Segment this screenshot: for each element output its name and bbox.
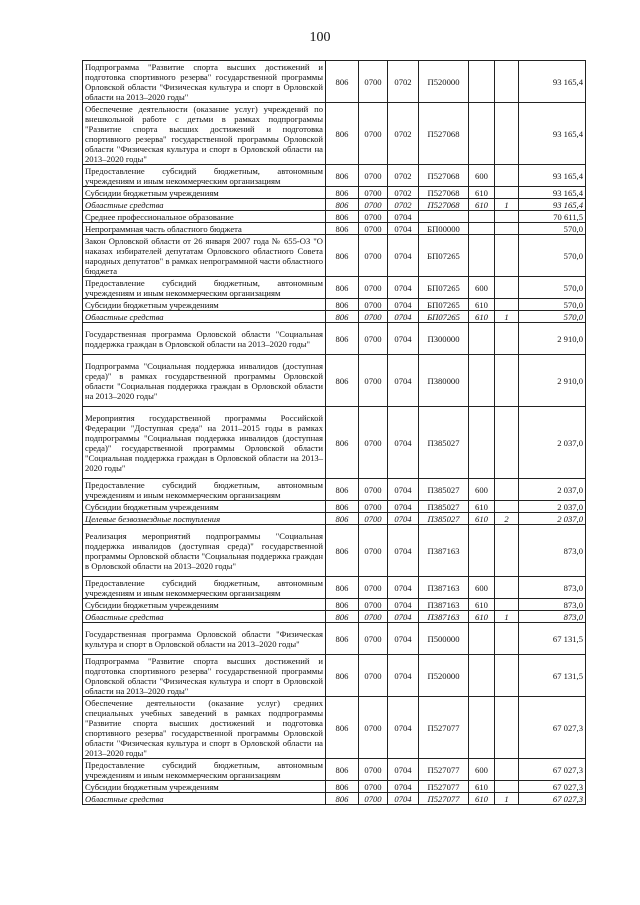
row-amount: 2 910,0: [519, 355, 586, 407]
row-name: Среднее профессиональное образование: [83, 211, 326, 223]
row-funding-source: [495, 407, 519, 479]
row-name: Обеспечение деятельности (оказание услуг) учреждений по внешкольной работе с детьми в рамках подпрограммы "Развитие спорта высших достижений и подготовка спортивного резерва" государственной программы Орловской области "Физическая культура и спорт в Орловской области на 2013–2020 годы": [83, 103, 326, 165]
row-name: Подпрограмма "Развитие спорта высших достижений и подготовка спортивного резерва" государственной программы Орловской области "Физическая культура и спорт в Орловской области на 2013–2020 годы": [83, 655, 326, 697]
row-section-code: 0700: [359, 277, 388, 299]
row-funding-source: [495, 759, 519, 781]
row-section-code: 0700: [359, 323, 388, 355]
row-funding-source: [495, 235, 519, 277]
row-amount: 67 027,3: [519, 759, 586, 781]
row-expense-type: [469, 623, 495, 655]
row-subsection-code: 0704: [388, 599, 419, 611]
row-target-article: БП00000: [419, 223, 469, 235]
table-row: [83, 513, 586, 525]
row-subsection-code: 0704: [388, 211, 419, 223]
row-ministry-code: 806: [326, 165, 359, 187]
row-target-article: П520000: [419, 655, 469, 697]
row-name: Реализация мероприятий подпрограммы "Социальная поддержка инвалидов (доступная среда)" государственной программы Орловской области "Социальная поддержка граждан в Орловской области на 2013–2020 годы": [83, 525, 326, 577]
row-ministry-code: 806: [326, 311, 359, 323]
row-funding-source: [495, 277, 519, 299]
row-funding-source: 1: [495, 611, 519, 623]
row-ministry-code: 806: [326, 299, 359, 311]
row-funding-source: [495, 299, 519, 311]
row-funding-source: [495, 355, 519, 407]
row-expense-type: 600: [469, 479, 495, 501]
row-funding-source: [495, 697, 519, 759]
table-row: [83, 623, 586, 655]
row-name: Субсидии бюджетным учреждениям: [83, 501, 326, 513]
row-subsection-code: 0704: [388, 655, 419, 697]
row-ministry-code: 806: [326, 501, 359, 513]
row-subsection-code: 0704: [388, 623, 419, 655]
row-funding-source: [495, 479, 519, 501]
row-funding-source: [495, 211, 519, 223]
row-name: Областные средства: [83, 611, 326, 623]
row-expense-type: [469, 223, 495, 235]
table-row: [83, 759, 586, 781]
row-amount: 67 027,3: [519, 781, 586, 793]
row-expense-type: 610: [469, 501, 495, 513]
row-subsection-code: 0704: [388, 235, 419, 277]
row-amount: 93 165,4: [519, 61, 586, 103]
row-section-code: 0700: [359, 187, 388, 199]
row-ministry-code: 806: [326, 407, 359, 479]
row-ministry-code: 806: [326, 623, 359, 655]
table-row: [83, 299, 586, 311]
row-ministry-code: 806: [326, 577, 359, 599]
table-row: [83, 199, 586, 211]
row-section-code: 0700: [359, 103, 388, 165]
row-amount: 93 165,4: [519, 199, 586, 211]
row-expense-type: [469, 61, 495, 103]
row-target-article: П387163: [419, 611, 469, 623]
row-funding-source: [495, 501, 519, 513]
row-section-code: 0700: [359, 235, 388, 277]
row-name: Непрограммная часть областного бюджета: [83, 223, 326, 235]
row-target-article: П387163: [419, 577, 469, 599]
row-ministry-code: 806: [326, 199, 359, 211]
row-amount: 2 037,0: [519, 479, 586, 501]
row-amount: 70 611,5: [519, 211, 586, 223]
row-expense-type: 610: [469, 611, 495, 623]
table-row: [83, 61, 586, 103]
row-funding-source: [495, 655, 519, 697]
row-subsection-code: 0704: [388, 223, 419, 235]
row-target-article: П387163: [419, 599, 469, 611]
row-subsection-code: 0702: [388, 199, 419, 211]
row-ministry-code: 806: [326, 61, 359, 103]
row-name: Субсидии бюджетным учреждениям: [83, 599, 326, 611]
row-subsection-code: 0704: [388, 311, 419, 323]
row-section-code: 0700: [359, 781, 388, 793]
row-target-article: П385027: [419, 479, 469, 501]
row-expense-type: 610: [469, 513, 495, 525]
row-ministry-code: 806: [326, 759, 359, 781]
table-body: [83, 61, 586, 805]
row-expense-type: [469, 235, 495, 277]
row-name: Мероприятия государственной программы Российской Федерации "Доступная среда" на 2011–2015 годы в рамках подпрограммы "Социальная поддержка инвалидов (доступная среда)" государственной программы Орловской области "Социальная поддержка граждан в Орловской области на 2013–2020 годы": [83, 407, 326, 479]
page-number: 100: [309, 30, 331, 45]
row-name: Субсидии бюджетным учреждениям: [83, 187, 326, 199]
row-subsection-code: 0702: [388, 103, 419, 165]
row-target-article: П527077: [419, 697, 469, 759]
row-funding-source: [495, 223, 519, 235]
row-section-code: 0700: [359, 479, 388, 501]
row-name: Областные средства: [83, 199, 326, 211]
row-expense-type: 610: [469, 311, 495, 323]
row-ministry-code: 806: [326, 323, 359, 355]
row-target-article: БП07265: [419, 299, 469, 311]
row-name: Предоставление субсидий бюджетным, автономным учреждениям и иным некоммерческим организациям: [83, 165, 326, 187]
row-name: Предоставление субсидий бюджетным, автономным учреждениям и иным некоммерческим организациям: [83, 479, 326, 501]
row-funding-source: 1: [495, 793, 519, 805]
row-section-code: 0700: [359, 759, 388, 781]
row-ministry-code: 806: [326, 655, 359, 697]
table-row: [83, 577, 586, 599]
row-amount: 873,0: [519, 611, 586, 623]
table-row: [83, 793, 586, 805]
row-target-article: П385027: [419, 407, 469, 479]
row-funding-source: [495, 61, 519, 103]
row-funding-source: [495, 577, 519, 599]
row-name: Закон Орловской области от 26 января 2007 года № 655-ОЗ "О наказах избирателей депутатам Орловского областного Совета народных депутатов" в рамках непрограммной части областного бюджета: [83, 235, 326, 277]
row-funding-source: [495, 165, 519, 187]
row-expense-type: 600: [469, 759, 495, 781]
row-subsection-code: 0704: [388, 323, 419, 355]
row-subsection-code: 0702: [388, 61, 419, 103]
row-funding-source: [495, 623, 519, 655]
row-amount: 67 027,3: [519, 793, 586, 805]
row-target-article: П527068: [419, 199, 469, 211]
row-ministry-code: 806: [326, 781, 359, 793]
row-subsection-code: 0704: [388, 277, 419, 299]
row-subsection-code: 0704: [388, 355, 419, 407]
row-funding-source: [495, 599, 519, 611]
row-amount: 570,0: [519, 277, 586, 299]
row-expense-type: 610: [469, 199, 495, 211]
row-amount: 67 131,5: [519, 655, 586, 697]
budget-table: [82, 60, 586, 805]
row-subsection-code: 0704: [388, 407, 419, 479]
row-amount: 570,0: [519, 235, 586, 277]
row-ministry-code: 806: [326, 103, 359, 165]
row-expense-type: 610: [469, 187, 495, 199]
row-funding-source: [495, 103, 519, 165]
row-expense-type: [469, 655, 495, 697]
row-amount: 873,0: [519, 525, 586, 577]
row-section-code: 0700: [359, 623, 388, 655]
row-target-article: [419, 211, 469, 223]
row-funding-source: 1: [495, 311, 519, 323]
table-row: [83, 277, 586, 299]
row-expense-type: 610: [469, 793, 495, 805]
row-section-code: 0700: [359, 299, 388, 311]
table-row: [83, 781, 586, 793]
row-expense-type: [469, 323, 495, 355]
row-target-article: П500000: [419, 623, 469, 655]
row-subsection-code: 0704: [388, 525, 419, 577]
row-ministry-code: 806: [326, 479, 359, 501]
row-target-article: П527077: [419, 781, 469, 793]
row-target-article: П385027: [419, 513, 469, 525]
row-section-code: 0700: [359, 355, 388, 407]
row-subsection-code: 0704: [388, 513, 419, 525]
row-ministry-code: 806: [326, 277, 359, 299]
row-name: Предоставление субсидий бюджетным, автономным учреждениям и иным некоммерческим организациям: [83, 577, 326, 599]
table-row: [83, 355, 586, 407]
row-expense-type: 610: [469, 599, 495, 611]
row-amount: 67 131,5: [519, 623, 586, 655]
row-section-code: 0700: [359, 211, 388, 223]
table-row: [83, 697, 586, 759]
row-amount: 570,0: [519, 299, 586, 311]
row-section-code: 0700: [359, 525, 388, 577]
row-expense-type: [469, 525, 495, 577]
row-section-code: 0700: [359, 697, 388, 759]
row-name: Предоставление субсидий бюджетным, автономным учреждениям и иным некоммерческим организациям: [83, 759, 326, 781]
row-target-article: БП07265: [419, 277, 469, 299]
row-subsection-code: 0704: [388, 501, 419, 513]
row-amount: 570,0: [519, 223, 586, 235]
row-ministry-code: 806: [326, 187, 359, 199]
table-row: [83, 323, 586, 355]
row-target-article: П520000: [419, 61, 469, 103]
row-funding-source: [495, 187, 519, 199]
row-section-code: 0700: [359, 501, 388, 513]
row-amount: 873,0: [519, 577, 586, 599]
row-section-code: 0700: [359, 223, 388, 235]
row-section-code: 0700: [359, 513, 388, 525]
row-ministry-code: 806: [326, 211, 359, 223]
table-row: [83, 407, 586, 479]
row-ministry-code: 806: [326, 223, 359, 235]
row-subsection-code: 0702: [388, 165, 419, 187]
table-row: [83, 599, 586, 611]
row-section-code: 0700: [359, 61, 388, 103]
row-ministry-code: 806: [326, 697, 359, 759]
row-subsection-code: 0704: [388, 577, 419, 599]
row-name: Государственная программа Орловской области "Физическая культура и спорт в Орловской области на 2013–2020 годы": [83, 623, 326, 655]
row-amount: 93 165,4: [519, 187, 586, 199]
table-row: [83, 211, 586, 223]
table-row: [83, 479, 586, 501]
row-section-code: 0700: [359, 165, 388, 187]
row-target-article: П385027: [419, 501, 469, 513]
row-subsection-code: 0704: [388, 759, 419, 781]
row-funding-source: [495, 781, 519, 793]
row-funding-source: [495, 525, 519, 577]
row-section-code: 0700: [359, 311, 388, 323]
row-ministry-code: 806: [326, 599, 359, 611]
row-name: Областные средства: [83, 311, 326, 323]
table-row: [83, 311, 586, 323]
row-name: Подпрограмма "Социальная поддержка инвалидов (доступная среда)" в рамках государственной программы Орловской области "Социальная поддержка граждан в Орловской области на 2013–2020 годы": [83, 355, 326, 407]
row-amount: 2 037,0: [519, 513, 586, 525]
row-target-article: П527068: [419, 103, 469, 165]
row-amount: 2 037,0: [519, 501, 586, 513]
row-ministry-code: 806: [326, 355, 359, 407]
row-name: Целевые безвозмездные поступления: [83, 513, 326, 525]
table-row: [83, 187, 586, 199]
table-row: [83, 611, 586, 623]
table-row: [83, 165, 586, 187]
row-amount: 93 165,4: [519, 103, 586, 165]
row-amount: 67 027,3: [519, 697, 586, 759]
row-target-article: П387163: [419, 525, 469, 577]
row-section-code: 0700: [359, 199, 388, 211]
row-section-code: 0700: [359, 793, 388, 805]
row-name: Областные средства: [83, 793, 326, 805]
row-section-code: 0700: [359, 611, 388, 623]
row-expense-type: 600: [469, 165, 495, 187]
row-ministry-code: 806: [326, 525, 359, 577]
row-amount: 93 165,4: [519, 165, 586, 187]
row-expense-type: 610: [469, 299, 495, 311]
row-amount: 873,0: [519, 599, 586, 611]
row-section-code: 0700: [359, 577, 388, 599]
row-ministry-code: 806: [326, 611, 359, 623]
table-row: [83, 103, 586, 165]
row-funding-source: 2: [495, 513, 519, 525]
row-target-article: П300000: [419, 323, 469, 355]
row-subsection-code: 0704: [388, 793, 419, 805]
row-name: Государственная программа Орловской области "Социальная поддержка граждан в Орловской области на 2013–2020 годы": [83, 323, 326, 355]
row-ministry-code: 806: [326, 793, 359, 805]
row-subsection-code: 0702: [388, 187, 419, 199]
row-expense-type: 600: [469, 277, 495, 299]
row-expense-type: [469, 355, 495, 407]
row-target-article: П527077: [419, 793, 469, 805]
row-target-article: П380000: [419, 355, 469, 407]
row-ministry-code: 806: [326, 513, 359, 525]
row-target-article: П527068: [419, 187, 469, 199]
row-name: Субсидии бюджетным учреждениям: [83, 299, 326, 311]
row-subsection-code: 0704: [388, 479, 419, 501]
row-subsection-code: 0704: [388, 611, 419, 623]
row-name: Обеспечение деятельности (оказание услуг) средних специальных учебных заведений в рамках подпрограммы "Развитие спорта высших достижений и подготовка спортивного резерва" государственной программы Орловской области "Физическая культура и спорт в Орловской области на 2013–2020 годы": [83, 697, 326, 759]
row-expense-type: [469, 103, 495, 165]
row-ministry-code: 806: [326, 235, 359, 277]
table-row: [83, 235, 586, 277]
row-target-article: БП07265: [419, 311, 469, 323]
row-amount: 2 037,0: [519, 407, 586, 479]
row-name: Субсидии бюджетным учреждениям: [83, 781, 326, 793]
row-subsection-code: 0704: [388, 299, 419, 311]
row-expense-type: 600: [469, 577, 495, 599]
table-row: [83, 501, 586, 513]
row-section-code: 0700: [359, 599, 388, 611]
row-target-article: БП07265: [419, 235, 469, 277]
row-expense-type: [469, 211, 495, 223]
row-subsection-code: 0704: [388, 781, 419, 793]
row-target-article: П527077: [419, 759, 469, 781]
row-amount: 570,0: [519, 311, 586, 323]
table-row: [83, 223, 586, 235]
row-section-code: 0700: [359, 655, 388, 697]
row-expense-type: [469, 407, 495, 479]
row-funding-source: [495, 323, 519, 355]
table-row: [83, 655, 586, 697]
row-funding-source: 1: [495, 199, 519, 211]
row-subsection-code: 0704: [388, 697, 419, 759]
table-row: [83, 525, 586, 577]
row-section-code: 0700: [359, 407, 388, 479]
row-name: Предоставление субсидий бюджетным, автономным учреждениям и иным некоммерческим организациям: [83, 277, 326, 299]
row-name: Подпрограмма "Развитие спорта высших достижений и подготовка спортивного резерва" государственной программы Орловской области "Физическая культура и спорт в Орловской области на 2013–2020 годы": [83, 61, 326, 103]
row-expense-type: 610: [469, 781, 495, 793]
row-amount: 2 910,0: [519, 323, 586, 355]
row-expense-type: [469, 697, 495, 759]
row-target-article: П527068: [419, 165, 469, 187]
